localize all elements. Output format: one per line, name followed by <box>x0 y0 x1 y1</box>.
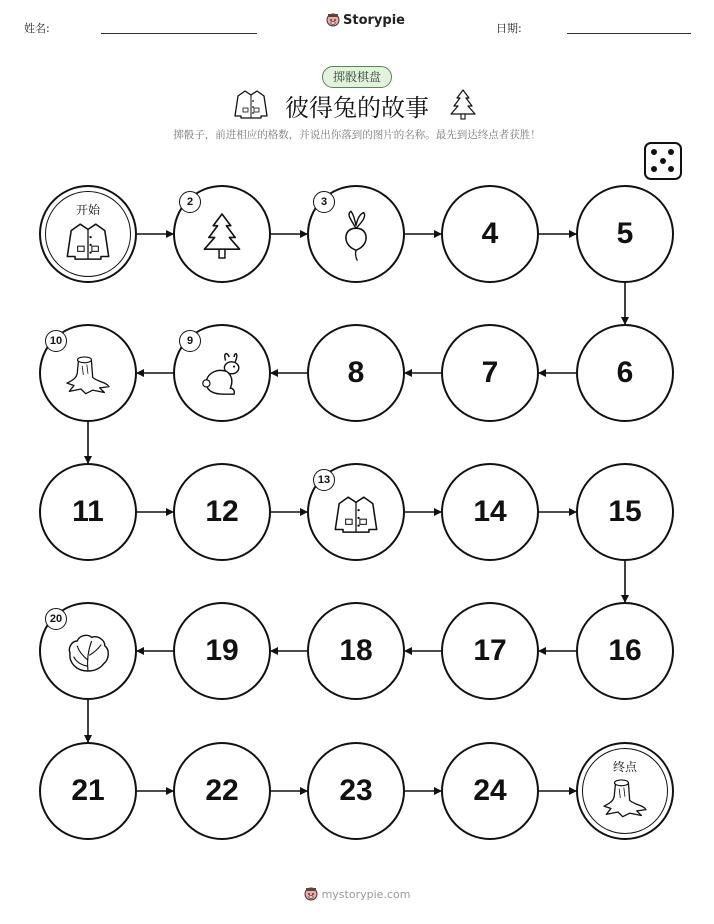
board-space <box>173 602 271 700</box>
board-space <box>39 324 137 422</box>
tree-stump-icon <box>62 354 114 400</box>
board-space <box>576 185 674 283</box>
space-number: 9 <box>179 330 201 352</box>
rabbit-icon <box>198 351 246 403</box>
start-space <box>39 185 137 283</box>
space-number: 24 <box>473 774 507 807</box>
board-space <box>441 602 539 700</box>
pine-tree-icon <box>200 211 244 265</box>
space-number: 20 <box>45 608 67 630</box>
board-space <box>307 185 405 283</box>
space-number: 21 <box>71 774 105 807</box>
space-number: 18 <box>339 634 373 667</box>
board-space <box>441 742 539 840</box>
space-number: 17 <box>473 634 507 667</box>
space-number: 13 <box>313 469 335 491</box>
space-number: 15 <box>608 495 642 528</box>
board-space <box>173 185 271 283</box>
space-number: 14 <box>473 495 507 528</box>
space-number: 23 <box>339 774 373 807</box>
space-number: 4 <box>481 217 499 250</box>
space-number: 10 <box>45 330 67 352</box>
space-number: 3 <box>313 191 335 213</box>
footer-url[interactable]: mystorypie.com <box>321 887 411 901</box>
radish-icon <box>339 210 373 266</box>
board-space <box>173 324 271 422</box>
board-space <box>39 602 137 700</box>
board-space <box>441 324 539 422</box>
board-space <box>441 185 539 283</box>
board-space <box>576 324 674 422</box>
space-number: 12 <box>205 495 239 528</box>
lettuce-icon <box>64 631 112 679</box>
board-space <box>576 602 674 700</box>
name-label: 姓名: <box>24 22 50 35</box>
game-instructions: 掷骰子，前进相应的格数，并说出你落到的图片的名称。最先到达终点者获胜！ <box>173 129 541 141</box>
space-number: 5 <box>616 217 634 250</box>
space-label: 终点 <box>612 760 637 774</box>
jacket-icon <box>66 219 110 267</box>
board-space <box>173 463 271 561</box>
board-space <box>39 463 137 561</box>
space-number: 22 <box>205 774 239 807</box>
space-number: 7 <box>481 356 499 389</box>
jacket-icon <box>334 492 378 540</box>
board-space <box>39 742 137 840</box>
game-type-badge: 掷骰棋盘 <box>322 66 392 88</box>
space-number: 6 <box>616 356 634 389</box>
footer <box>0 886 714 902</box>
space-number: 19 <box>205 634 239 667</box>
page-title: 彼得兔的故事 <box>285 94 429 122</box>
date-label: 日期: <box>496 22 522 35</box>
space-number: 11 <box>72 495 104 528</box>
tree-stump-icon <box>599 777 651 823</box>
space-number: 2 <box>179 191 201 213</box>
brand-name: Storypie <box>343 12 405 28</box>
space-label: 开始 <box>75 203 100 217</box>
board-space <box>307 602 405 700</box>
pig-mascot-icon <box>304 886 318 902</box>
board-space <box>441 463 539 561</box>
board-space <box>576 463 674 561</box>
space-number: 8 <box>347 356 365 389</box>
board-space <box>173 742 271 840</box>
board-space <box>307 324 405 422</box>
space-number: 16 <box>608 634 642 667</box>
board-space <box>307 463 405 561</box>
board-space <box>307 742 405 840</box>
finish-space <box>576 742 674 840</box>
